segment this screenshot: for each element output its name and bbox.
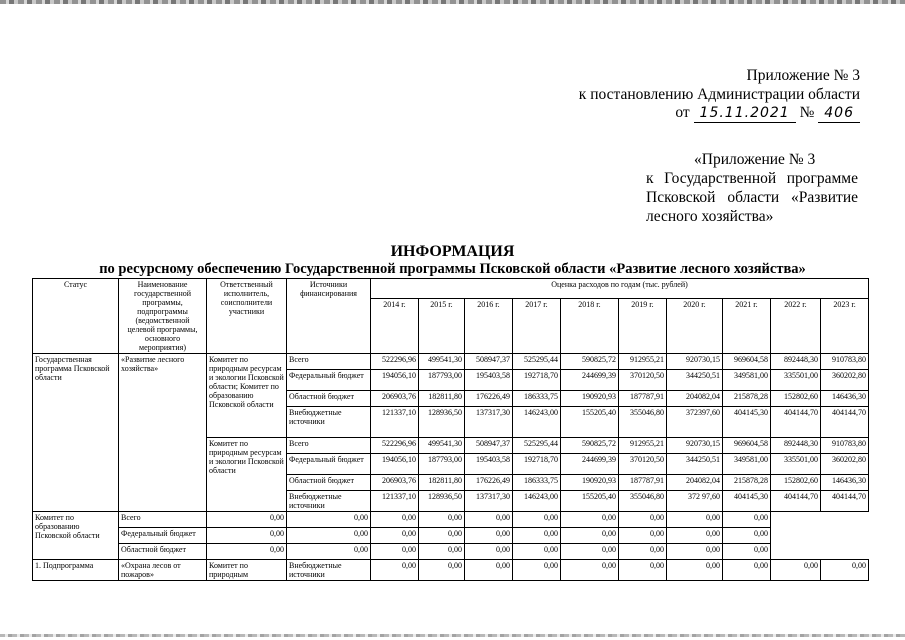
cell-value: 182811,80 bbox=[419, 475, 465, 491]
header-year: 2023 г. bbox=[821, 299, 869, 354]
table-row bbox=[33, 528, 869, 544]
cell-value: 349581,00 bbox=[723, 370, 771, 391]
cell-value: 508947,37 bbox=[465, 354, 513, 370]
date-prefix: от bbox=[675, 104, 690, 121]
scan-top-edge bbox=[0, 0, 905, 4]
cell-value: 0,00 bbox=[723, 560, 771, 581]
cell-value: 525295,44 bbox=[513, 438, 561, 454]
cell-value: 0,00 bbox=[667, 544, 723, 560]
cell-value: 920730,15 bbox=[667, 438, 723, 454]
cell-value: 522296,96 bbox=[371, 438, 419, 454]
cell-value: 0,00 bbox=[619, 512, 667, 528]
cell-value: 152802,60 bbox=[771, 391, 821, 407]
cell-value: 206903,76 bbox=[371, 475, 419, 491]
cell-value: 121337,10 bbox=[371, 491, 419, 512]
cell-source: Областной бюджет bbox=[287, 475, 371, 491]
cell-source: Областной бюджет bbox=[287, 391, 371, 407]
cell-value: 360202,80 bbox=[821, 454, 869, 475]
cell-value: 0,00 bbox=[371, 512, 419, 528]
cell-value: 499541,30 bbox=[419, 438, 465, 454]
table-row bbox=[33, 512, 869, 528]
cell-value: 499541,30 bbox=[419, 354, 465, 370]
cell-value: 152802,60 bbox=[771, 475, 821, 491]
header-year: 2015 г. bbox=[419, 299, 465, 354]
cell-value: 187787,91 bbox=[619, 475, 667, 491]
cell-value: 0,00 bbox=[419, 528, 465, 544]
cell-source: Всего bbox=[287, 438, 371, 454]
cell-source: Федеральный бюджет bbox=[287, 370, 371, 391]
cell-value: 186333,75 bbox=[513, 391, 561, 407]
cell-value: 404145,30 bbox=[723, 491, 771, 512]
cell-source: Внебюджетные источники bbox=[287, 560, 371, 581]
cell-source: Федеральный бюджет bbox=[287, 454, 371, 475]
handwritten-number: 406 bbox=[818, 104, 860, 123]
cell-value: 404144,70 bbox=[771, 407, 821, 438]
cell-value: 0,00 bbox=[561, 544, 619, 560]
cell-value: 146243,00 bbox=[513, 491, 561, 512]
cell-name: «Развитие лесного хозяйства» bbox=[119, 354, 207, 512]
cell-value: 204082,04 bbox=[667, 475, 723, 491]
header-year: 2021 г. bbox=[723, 299, 771, 354]
document-title: ИНФОРМАЦИЯ bbox=[390, 243, 515, 260]
program-appendix-block bbox=[646, 150, 858, 226]
program-appendix-line-1: «Приложение № 3 bbox=[694, 151, 816, 168]
cell-value: 360202,80 bbox=[821, 370, 869, 391]
cell-value: 344250,51 bbox=[667, 370, 723, 391]
header-year: 2017 г. bbox=[513, 299, 561, 354]
cell-status: 1. Подпрограмма bbox=[33, 560, 119, 581]
cell-value: 969604,58 bbox=[723, 438, 771, 454]
table-row bbox=[33, 544, 869, 560]
cell-value: 121337,10 bbox=[371, 407, 419, 438]
cell-value: 244699,39 bbox=[561, 454, 619, 475]
cell-value: 0,00 bbox=[465, 560, 513, 581]
cell-source: Федеральный бюджет bbox=[119, 528, 207, 544]
cell-value: 590825,72 bbox=[561, 354, 619, 370]
cell-value: 0,00 bbox=[771, 560, 821, 581]
cell-value: 0,00 bbox=[287, 512, 371, 528]
cell-value: 0,00 bbox=[619, 528, 667, 544]
cell-value: 146243,00 bbox=[513, 407, 561, 438]
cell-value: 137317,30 bbox=[465, 407, 513, 438]
cell-value: 195403,58 bbox=[465, 454, 513, 475]
cell-value: 0,00 bbox=[207, 528, 287, 544]
cell-value: 910783,80 bbox=[821, 438, 869, 454]
cell-value: 590825,72 bbox=[561, 438, 619, 454]
header-year: 2020 г. bbox=[667, 299, 723, 354]
cell-value: 0,00 bbox=[821, 560, 869, 581]
cell-value: 176226,49 bbox=[465, 475, 513, 491]
cell-value: 0,00 bbox=[667, 528, 723, 544]
cell-value: 192718,70 bbox=[513, 370, 561, 391]
cell-value: 0,00 bbox=[419, 544, 465, 560]
cell-value: 192718,70 bbox=[513, 454, 561, 475]
cell-value: 0,00 bbox=[513, 560, 561, 581]
cell-value: 0,00 bbox=[667, 560, 723, 581]
cell-value: 0,00 bbox=[561, 528, 619, 544]
cell-value: 0,00 bbox=[561, 560, 619, 581]
cell-value: 128936,50 bbox=[419, 407, 465, 438]
cell-value: 0,00 bbox=[513, 544, 561, 560]
cell-value: 0,00 bbox=[207, 512, 287, 528]
cell-value: 206903,76 bbox=[371, 391, 419, 407]
cell-name: «Охрана лесов от пожаров» bbox=[119, 560, 207, 581]
cell-value: 404144,70 bbox=[771, 491, 821, 512]
cell-value: 370120,50 bbox=[619, 370, 667, 391]
program-appendix-line-3: Псковской области «Развитие bbox=[646, 189, 858, 206]
cell-value: 0,00 bbox=[513, 512, 561, 528]
table-row bbox=[33, 354, 869, 370]
header-year: 2014 г. bbox=[371, 299, 419, 354]
cell-value: 215878,28 bbox=[723, 475, 771, 491]
cell-value: 215878,28 bbox=[723, 391, 771, 407]
appendix-line-2: к постановлению Администрации области bbox=[578, 86, 860, 103]
cell-value: 187787,91 bbox=[619, 391, 667, 407]
cell-value: 155205,40 bbox=[561, 407, 619, 438]
cell-value: 0,00 bbox=[207, 544, 287, 560]
cell-value: 910783,80 bbox=[821, 354, 869, 370]
header-row-1 bbox=[33, 279, 869, 299]
cell-value: 372 97,60 bbox=[667, 491, 723, 512]
cell-value: 0,00 bbox=[371, 528, 419, 544]
cell-source: Всего bbox=[119, 512, 207, 528]
cell-value: 0,00 bbox=[723, 528, 771, 544]
cell-value: 187793,00 bbox=[419, 370, 465, 391]
cell-value: 335501,00 bbox=[771, 454, 821, 475]
cell-value: 525295,44 bbox=[513, 354, 561, 370]
header-estimate: Оценка расходов по годам (тыс. рублей) bbox=[371, 279, 869, 299]
program-appendix-line-4: лесного хозяйства» bbox=[646, 208, 774, 225]
cell-value: 190920,93 bbox=[561, 391, 619, 407]
cell-value: 176226,49 bbox=[465, 391, 513, 407]
header-status: Статус bbox=[33, 279, 119, 354]
header-year: 2018 г. bbox=[561, 299, 619, 354]
cell-value: 0,00 bbox=[723, 512, 771, 528]
cell-value: 0,00 bbox=[465, 544, 513, 560]
header-executor: Ответственный исполнитель, соисполнители участники bbox=[207, 279, 287, 354]
cell-value: 892448,30 bbox=[771, 354, 821, 370]
cell-value: 0,00 bbox=[513, 528, 561, 544]
cell-executor: Комитет по образованию Псковской области bbox=[33, 512, 119, 560]
cell-value: 404145,30 bbox=[723, 407, 771, 438]
cell-source: Областной бюджет bbox=[119, 544, 207, 560]
cell-value: 355046,80 bbox=[619, 491, 667, 512]
cell-value: 522296,96 bbox=[371, 354, 419, 370]
cell-value: 137317,30 bbox=[465, 491, 513, 512]
cell-value: 892448,30 bbox=[771, 438, 821, 454]
cell-value: 370120,50 bbox=[619, 454, 667, 475]
scan-bottom-edge bbox=[0, 634, 905, 637]
number-prefix: № bbox=[799, 104, 815, 121]
cell-value: 186333,75 bbox=[513, 475, 561, 491]
cell-value: 404144,70 bbox=[821, 491, 869, 512]
cell-value: 0,00 bbox=[619, 560, 667, 581]
cell-value: 244699,39 bbox=[561, 370, 619, 391]
cell-source: Всего bbox=[287, 354, 371, 370]
cell-value: 0,00 bbox=[667, 512, 723, 528]
cell-value: 335501,00 bbox=[771, 370, 821, 391]
cell-value: 344250,51 bbox=[667, 454, 723, 475]
cell-value: 372397,60 bbox=[667, 407, 723, 438]
cell-value: 0,00 bbox=[287, 544, 371, 560]
header-sources: Источники финансирования bbox=[287, 279, 371, 354]
cell-value: 204082,04 bbox=[667, 391, 723, 407]
resource-table bbox=[32, 278, 869, 581]
header-year: 2022 г. bbox=[771, 299, 821, 354]
cell-source: Внебюджетные источники bbox=[287, 407, 371, 438]
cell-value: 194056,10 bbox=[371, 454, 419, 475]
cell-value: 155205,40 bbox=[561, 491, 619, 512]
cell-value: 182811,80 bbox=[419, 391, 465, 407]
cell-value: 0,00 bbox=[287, 528, 371, 544]
cell-value: 194056,10 bbox=[371, 370, 419, 391]
appendix-line-1: Приложение № 3 bbox=[746, 67, 860, 84]
cell-value: 912955,21 bbox=[619, 438, 667, 454]
cell-executor: Комитет по природным ресурсам и экологии Псковской области bbox=[207, 438, 287, 512]
cell-value: 912955,21 bbox=[619, 354, 667, 370]
program-appendix-line-2: к Государственной программе bbox=[646, 170, 858, 187]
cell-value: 0,00 bbox=[561, 512, 619, 528]
cell-value: 195403,58 bbox=[465, 370, 513, 391]
header-name: Наименование государственной программы, подпрограммы (ведомственной целевой программы, основного мероприятия) bbox=[119, 279, 207, 354]
cell-value: 920730,15 bbox=[667, 354, 723, 370]
cell-value: 0,00 bbox=[723, 544, 771, 560]
cell-value: 0,00 bbox=[465, 528, 513, 544]
cell-status: Государственная программа Псковской области bbox=[33, 354, 119, 512]
cell-value: 969604,58 bbox=[723, 354, 771, 370]
header-year: 2019 г. bbox=[619, 299, 667, 354]
cell-value: 508947,37 bbox=[465, 438, 513, 454]
cell-value: 190920,93 bbox=[561, 475, 619, 491]
cell-value: 146436,30 bbox=[821, 391, 869, 407]
cell-value: 0,00 bbox=[371, 560, 419, 581]
cell-value: 349581,00 bbox=[723, 454, 771, 475]
cell-value: 0,00 bbox=[371, 544, 419, 560]
cell-value: 404144,70 bbox=[821, 407, 869, 438]
cell-value: 0,00 bbox=[465, 512, 513, 528]
cell-value: 146436,30 bbox=[821, 475, 869, 491]
document-subtitle: по ресурсному обеспечению Государственной программы Псковской области «Развитие лесного хозяйства» bbox=[99, 261, 806, 277]
cell-executor: Комитет по природным bbox=[207, 560, 287, 581]
handwritten-date: 15.11.2021 bbox=[694, 104, 796, 123]
cell-value: 0,00 bbox=[419, 560, 465, 581]
cell-value: 0,00 bbox=[619, 544, 667, 560]
cell-source: Внебюджетные источники bbox=[287, 491, 371, 512]
cell-value: 187793,00 bbox=[419, 454, 465, 475]
cell-value: 128936,50 bbox=[419, 491, 465, 512]
appendix-date-line bbox=[560, 104, 860, 123]
cell-value: 355046,80 bbox=[619, 407, 667, 438]
table-row bbox=[33, 560, 869, 581]
header-year: 2016 г. bbox=[465, 299, 513, 354]
cell-value: 0,00 bbox=[419, 512, 465, 528]
cell-executor: Комитет по природным ресурсам и экологии Псковской области; Комитет по образованию Псковской области bbox=[207, 354, 287, 438]
